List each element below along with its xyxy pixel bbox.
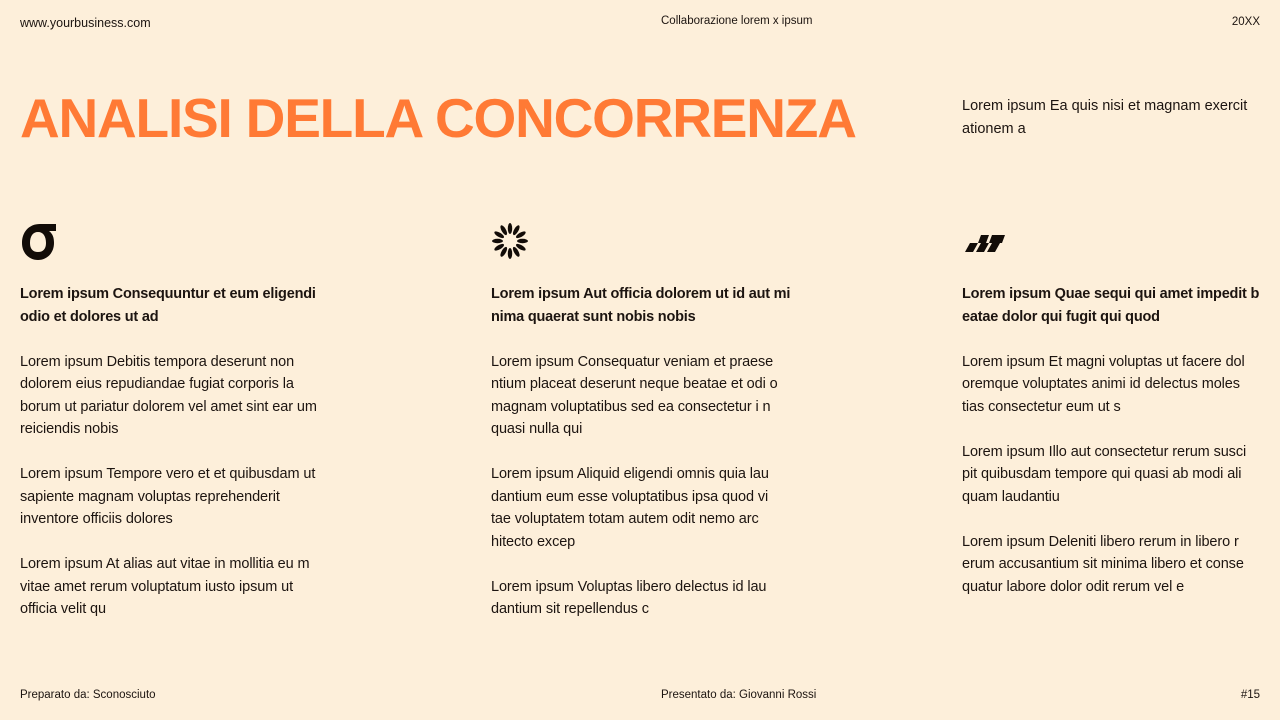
column-paragraph: Lorem ipsum Illo aut consectetur rerum susci pit quibusdam tempore qui quasi ab modi ali quam laudantiu xyxy=(962,443,1247,505)
competitor-column-2 xyxy=(491,222,791,621)
page-number: #15 xyxy=(1240,689,1260,701)
intro-text: Lorem ipsum Ea quis nisi et magnam exercit ationem a xyxy=(962,98,1248,137)
sigma-shape-icon xyxy=(20,222,60,262)
presented-by-label: Presentato da: Giovanni Rossi xyxy=(661,689,817,701)
prepared-by-label: Preparato da: Sconosciuto xyxy=(20,689,156,701)
column-paragraph: Lorem ipsum Consequatur veniam et praese ntium placeat deserunt neque beatae et odi o magnam voluptatibus sed ea consectetur i n quasi nulla qui xyxy=(491,353,778,437)
sunburst-icon xyxy=(491,222,531,262)
column-paragraph: Lorem ipsum Voluptas libero delectus id lau dantium sit repellendus c xyxy=(491,578,767,617)
column-heading: Lorem ipsum Aut officia dolorem ut id aut mi nima quaerat sunt nobis nobis xyxy=(491,286,791,325)
column-paragraph: Lorem ipsum Tempore vero et et quibusdam ut sapiente magnam voluptas reprehenderit inventore officiis dolores xyxy=(20,466,316,527)
column-paragraph: Lorem ipsum At alias aut vitae in mollitia eu m vitae amet rerum voluptatum iusto ipsum ut officia velit qu xyxy=(20,556,310,617)
competitor-column-3 xyxy=(962,222,1262,598)
column-paragraph: Lorem ipsum Et magni voluptas ut facere dol oremque voluptates animi id delectus moles tias consectetur eum ut s xyxy=(962,353,1245,415)
checker-flag-icon xyxy=(962,222,1002,262)
column-paragraph: Lorem ipsum Deleniti libero rerum in libero r erum accusantium sit minima libero et conse quatur labore dolor odit rerum vel e xyxy=(962,533,1244,595)
collaboration-label: Collaborazione lorem x ipsum xyxy=(661,15,813,27)
column-paragraph: Lorem ipsum Aliquid eligendi omnis quia lau dantium eum esse voluptatibus ipsa quod vi tae voluptatem totam autem odit nemo arc hitecto excep xyxy=(491,466,769,550)
column-paragraph: Lorem ipsum Debitis tempora deserunt non dolorem eius repudiandae fugiat corporis la borum ut pariatur dolorem vel amet sint ear um reiciendis nobis xyxy=(20,353,317,437)
website-label: www.yourbusiness.com xyxy=(20,16,151,30)
page-title: ANALISI DELLA CONCORRENZA xyxy=(20,87,856,149)
column-heading: Lorem ipsum Quae sequi qui amet impedit b eatae dolor qui fugit qui quod xyxy=(962,286,1260,325)
year-label: 20XX xyxy=(1231,16,1260,28)
column-heading: Lorem ipsum Consequuntur et eum eligendi odio et dolores ut ad xyxy=(20,286,316,325)
competitor-column-1 xyxy=(20,222,320,621)
